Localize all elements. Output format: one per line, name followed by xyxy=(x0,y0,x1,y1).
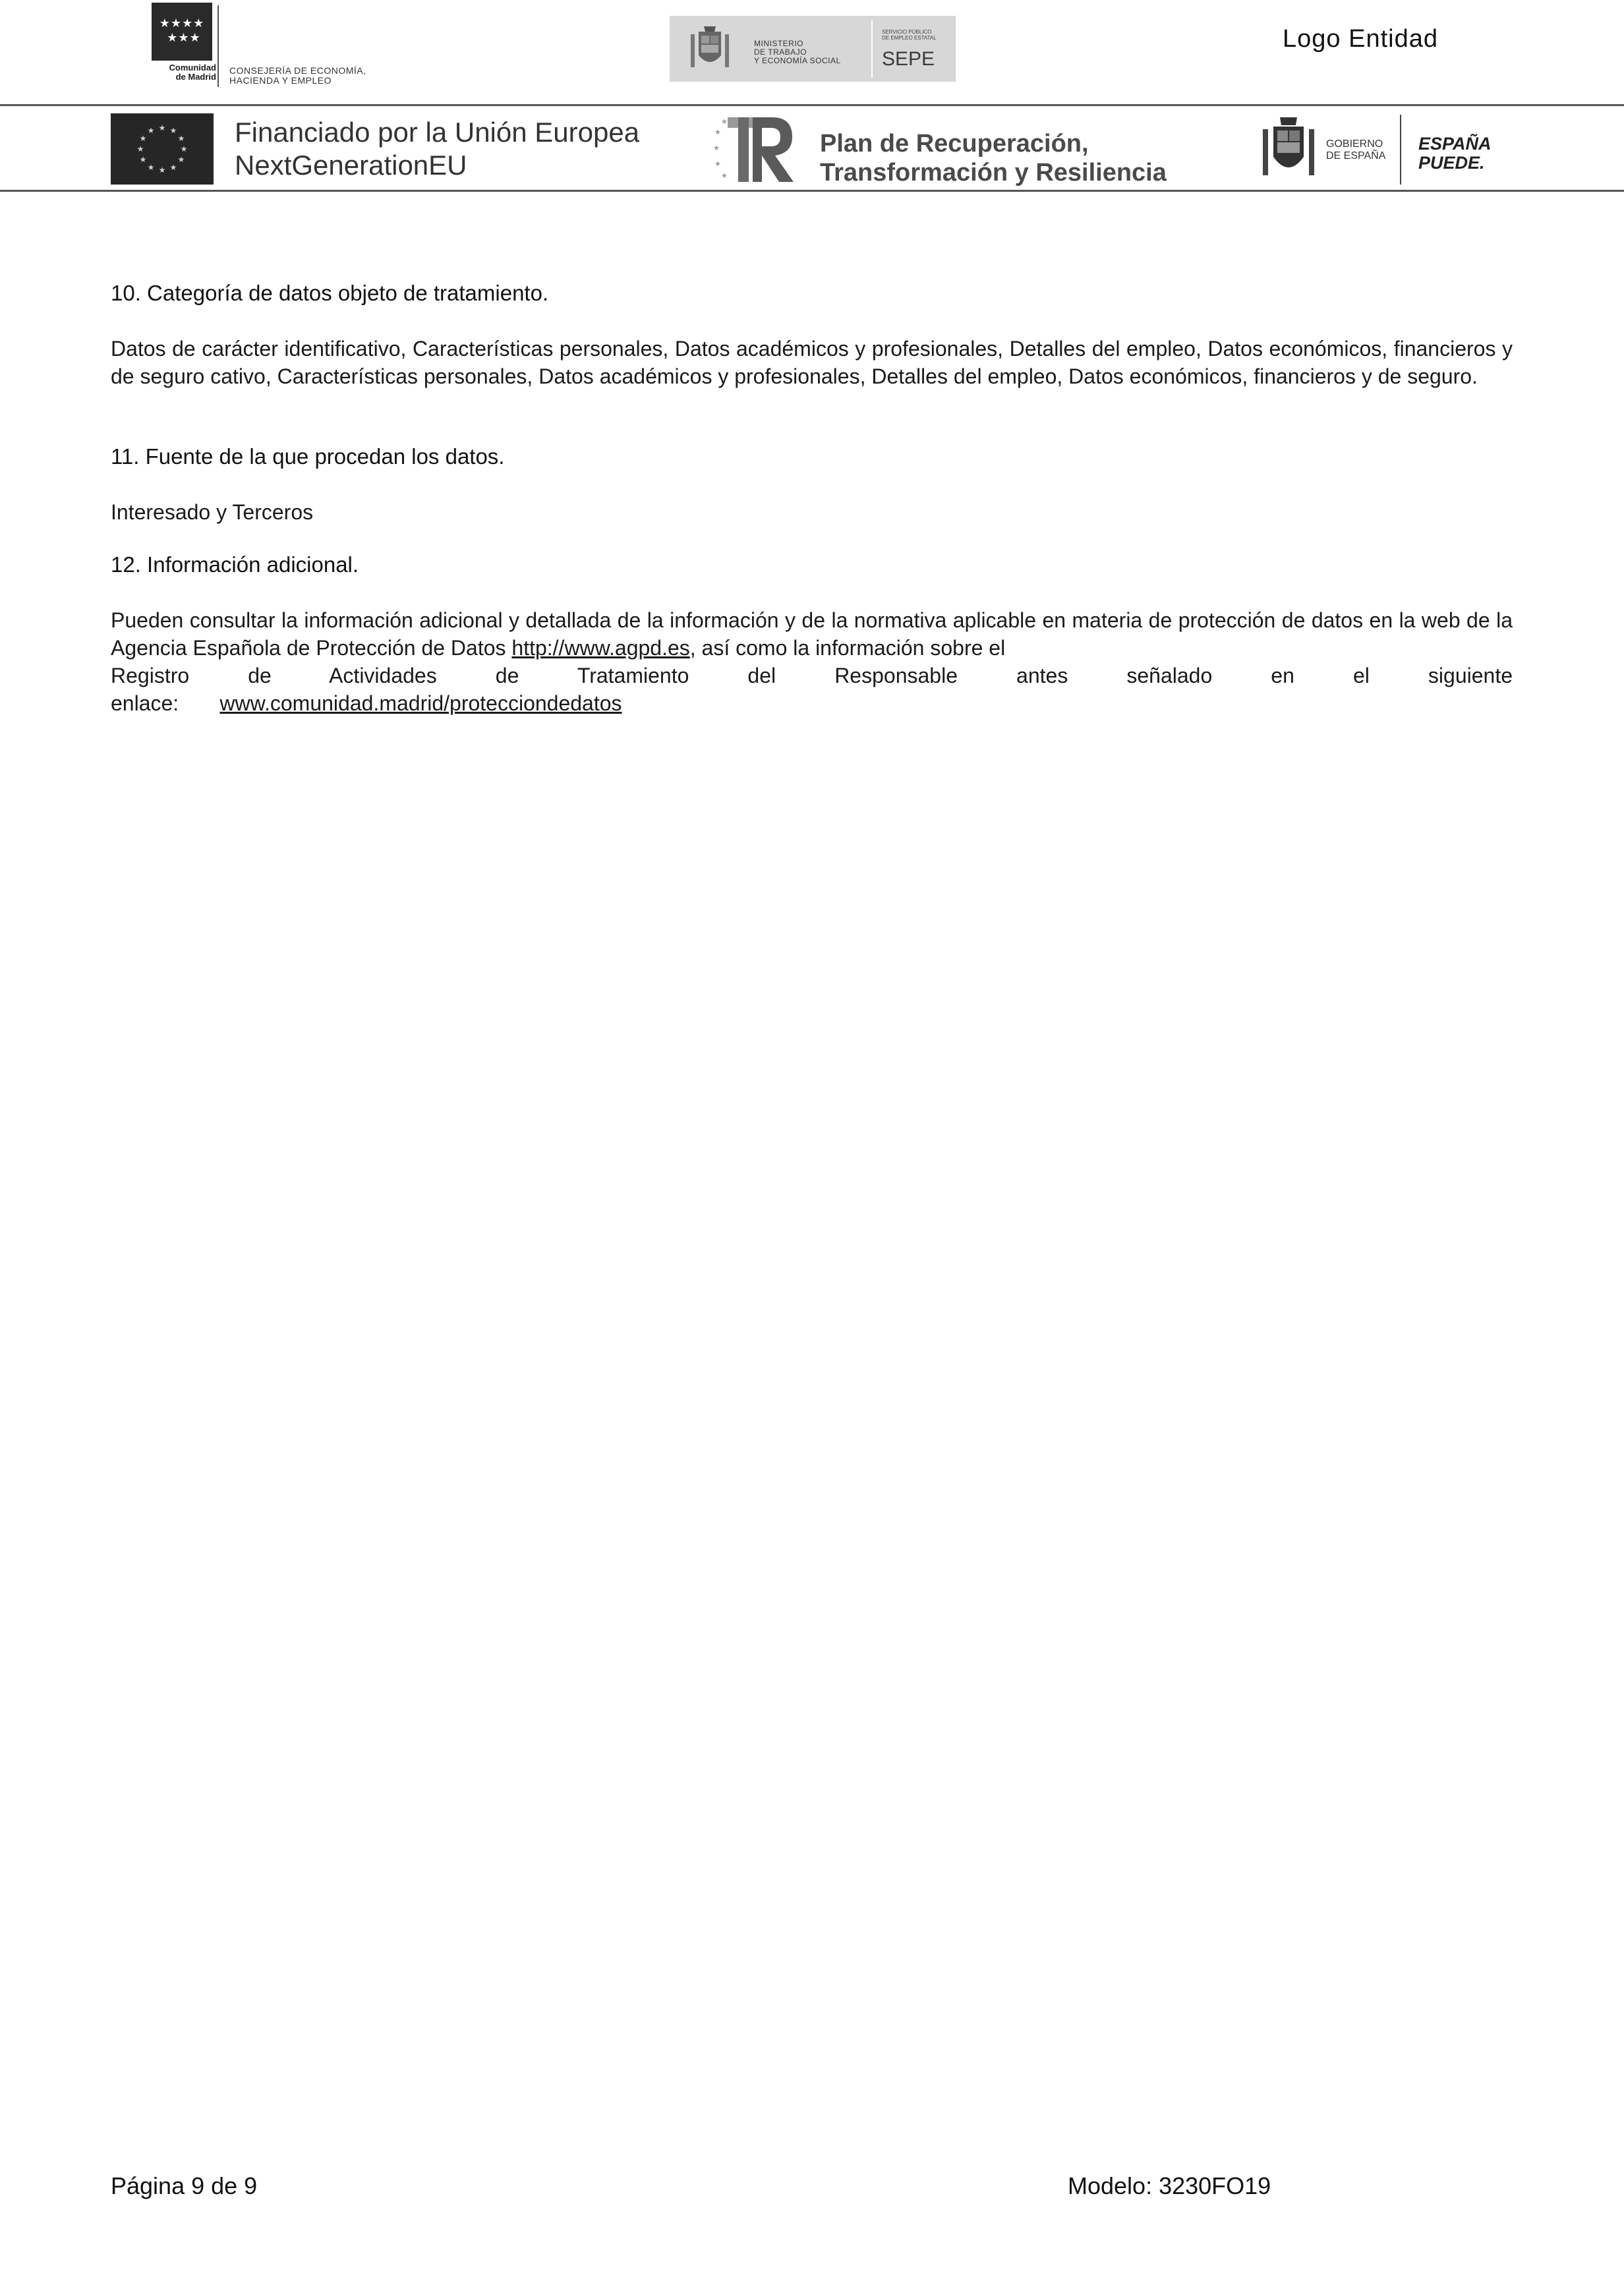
gobierno-text: GOBIERNO DE ESPAÑA xyxy=(1326,138,1386,161)
madrid-department: CONSEJERÍA DE ECONOMÍA, HACIENDA Y EMPLEO xyxy=(229,65,366,86)
header-rule-top xyxy=(0,104,1624,106)
ministry-name: MINISTERIO DE TRABAJO Y ECONOMÍA SOCIAL xyxy=(754,39,841,65)
svg-text:★: ★ xyxy=(714,128,721,136)
svg-text:★: ★ xyxy=(158,123,166,132)
model-number: Modelo: 3230FO19 xyxy=(1068,2172,1271,2199)
page-number: Página 9 de 9 xyxy=(111,2172,258,2199)
svg-text:★: ★ xyxy=(177,134,185,143)
svg-text:★: ★ xyxy=(721,117,728,126)
sepe-subtitle: SERVICIO PÚBLICO DE EMPLEO ESTATAL xyxy=(882,29,937,41)
svg-text:★: ★ xyxy=(139,155,147,164)
section-12-body: Pueden consultar la información adicional y detallada de la información y de la normativa aplicable en materia de protección de datos en la web de la Agencia Española de Protección de Datos http://www.agpd.es, así como la información sobre el xyxy=(111,608,1513,660)
eu-flag-icon xyxy=(111,113,214,185)
svg-text:★: ★ xyxy=(147,126,155,135)
svg-text:★: ★ xyxy=(158,165,166,175)
svg-text:★: ★ xyxy=(177,155,185,164)
section-12-body-last: enlace: www.comunidad.madrid/protecciondedatos xyxy=(111,691,622,715)
sepe-title: SEPE xyxy=(882,48,935,70)
svg-text:★: ★ xyxy=(139,134,147,143)
proteccion-datos-link[interactable]: www.comunidad.madrid/protecciondedatos xyxy=(219,691,622,715)
ministry-sepe-logo xyxy=(670,16,956,82)
svg-text:★: ★ xyxy=(169,126,177,135)
espana-puede-logo: ESPAÑA PUEDE. xyxy=(1418,134,1492,173)
agpd-link[interactable]: http://www.agpd.es xyxy=(511,636,690,660)
svg-text:★: ★ xyxy=(721,171,728,180)
section-12-body-line3: Registro de Actividades de Tratamiento del Responsable antes señalado en el siguiente xyxy=(111,664,1513,687)
section-10-title: 10. Categoría de datos objeto de tratamiento. xyxy=(111,281,549,305)
section-12-title: 12. Información adicional. xyxy=(111,552,359,577)
svg-text:★: ★ xyxy=(713,144,720,152)
entity-logo-placeholder: Logo Entidad xyxy=(1283,25,1438,53)
gobierno-coat-of-arms-icon xyxy=(1259,115,1318,183)
prtr-text: Plan de Recuperación, Transformación y Resiliencia xyxy=(820,130,1167,187)
prtr-logo-icon xyxy=(712,112,798,186)
section-10-body: Datos de carácter identificativo, Características personales, Datos académicos y profesionales, Detalles del empleo, Datos económicos, financieros y de seguro cativo, Características personales, Datos académicos y profesionales, Detalles del empleo, Datos económicos, financieros y de seguro. xyxy=(111,337,1513,388)
section-11-body: Interesado y Terceros xyxy=(111,500,314,524)
ministry-divider xyxy=(871,20,873,78)
gobierno-divider xyxy=(1400,115,1401,185)
eu-funding-text: Financiado por la Unión Europea NextGenerationEU xyxy=(235,117,640,181)
svg-text:★: ★ xyxy=(169,163,177,172)
comunidad-madrid-logo xyxy=(150,3,223,88)
madrid-divider xyxy=(218,5,219,87)
spain-coat-of-arms-icon xyxy=(688,25,732,74)
madrid-flag-icon: ★★★★ ★★★ xyxy=(152,3,212,61)
svg-text:★: ★ xyxy=(147,163,155,172)
madrid-name: Comunidad de Madrid xyxy=(169,63,216,82)
header-rule-bottom xyxy=(0,190,1624,192)
svg-text:★: ★ xyxy=(180,144,188,154)
svg-text:★: ★ xyxy=(136,144,144,154)
section-11-title: 11. Fuente de la que procedan los datos. xyxy=(111,444,505,469)
svg-text:★: ★ xyxy=(714,159,721,168)
